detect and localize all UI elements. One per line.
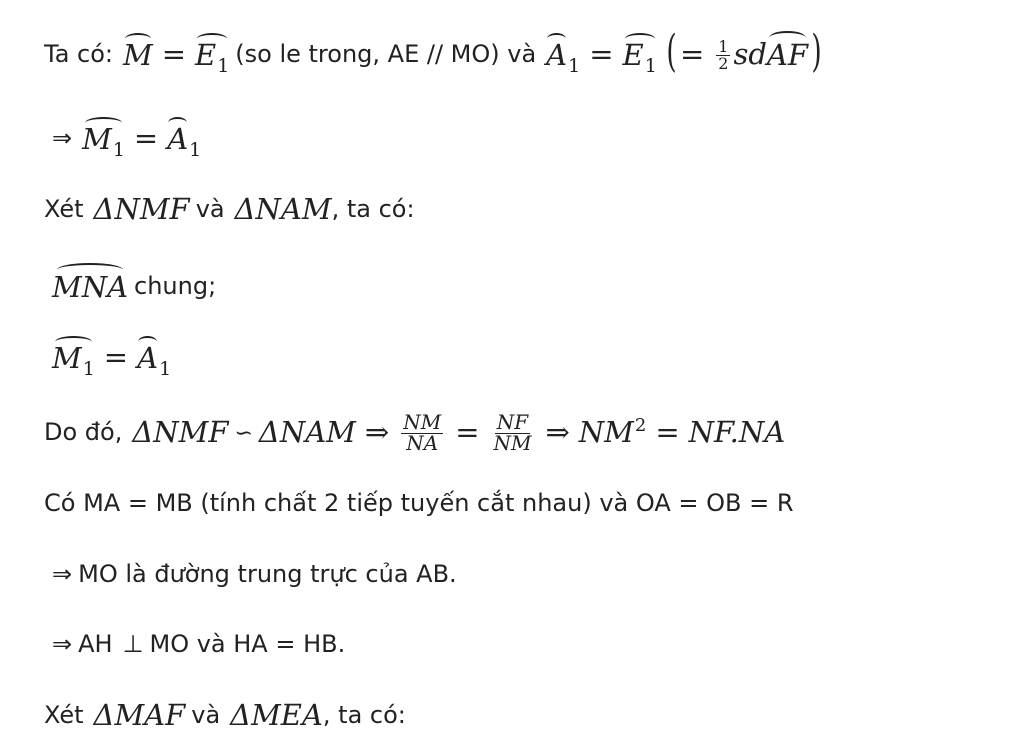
- line-perpendicular-bisector: [52, 554, 1004, 594]
- text-tail: , ta có:: [322, 701, 406, 729]
- text-intro: Ta có:: [44, 40, 113, 68]
- math-triangle-nam: ΔNAM: [234, 191, 332, 226]
- text-tail: , ta có:: [331, 195, 415, 223]
- fraction-half: $\frac{1}{2}$: [718, 37, 729, 73]
- math-angle-a1: $A_1$: [167, 121, 202, 161]
- math-arc-af: AF: [766, 37, 808, 72]
- line-angle-equality: [44, 26, 1004, 77]
- line-tangent-property: [44, 483, 1004, 523]
- math-equals: =: [655, 414, 680, 449]
- implies-symbol: ⇒: [52, 560, 73, 588]
- line-m1-equals-a1: [52, 340, 1004, 380]
- math-angle-m: M: [123, 37, 153, 72]
- math-angle-e1: $E_1$: [195, 37, 230, 77]
- math-angle-a1: $A_1$: [546, 37, 581, 77]
- line-ah-perp-mo: [52, 624, 1004, 664]
- text-mo-ha-hb: MO và HA = HB.: [149, 630, 346, 658]
- text-xet: Xét: [44, 701, 84, 729]
- math-triangle-nmf: ΔNMF: [93, 191, 190, 226]
- perpendicular-symbol: ⊥: [122, 630, 144, 658]
- math-equals: =: [103, 340, 129, 374]
- similar-symbol: ∽: [234, 421, 253, 446]
- math-angle-e1b: $E_1$: [622, 37, 657, 77]
- line-common-angle: [52, 266, 1004, 306]
- math-sd: sd: [733, 36, 767, 71]
- math-triangle-nam: ΔNAM: [258, 414, 356, 449]
- text-do-do: Do đó,: [44, 418, 123, 446]
- fraction-nm-na: $\frac{NM}{NA}$: [403, 410, 442, 455]
- text-and: và: [195, 195, 225, 223]
- math-equals: =: [589, 36, 614, 71]
- implies-symbol: ⇒: [545, 414, 570, 449]
- right-paren: ): [811, 26, 822, 77]
- implies-symbol: ⇒: [52, 124, 73, 152]
- line-implies-m1-a1: [52, 118, 1004, 161]
- math-angle-m1: $M_1$: [52, 341, 95, 380]
- math-equals: =: [161, 36, 187, 71]
- math-triangle-maf: ΔMAF: [93, 697, 186, 732]
- implies-symbol: ⇒: [364, 414, 390, 449]
- text-tangent-property: Có MA = MB (tính chất 2 tiếp tuyến cắt nhau) và OA = OB = R: [44, 489, 794, 517]
- text-perpendicular-bisector: MO là đường trung trực của AB.: [78, 560, 457, 588]
- math-equals: =: [455, 414, 480, 449]
- math-angle-mna: MNA: [52, 269, 129, 304]
- math-nf-na: NF.NA: [688, 414, 786, 449]
- text-ah: AH: [78, 630, 113, 658]
- math-triangle-mea: ΔMEA: [230, 697, 323, 732]
- math-angle-m1: $M_1$: [82, 121, 125, 161]
- line-similarity-conclusion: [44, 410, 1004, 455]
- left-paren: (: [666, 26, 677, 77]
- implies-symbol: ⇒: [52, 630, 73, 658]
- text-chung: chung;: [134, 272, 217, 300]
- math-nm-squared: $NM^2$: [578, 414, 647, 449]
- text-note: (so le trong, AE // MO) và: [235, 40, 537, 68]
- line-consider-triangles-2: [44, 695, 1004, 735]
- math-equals: =: [679, 36, 705, 71]
- line-consider-triangles: [44, 189, 1004, 229]
- math-triangle-nmf: ΔNMF: [132, 414, 229, 449]
- math-equals: =: [133, 120, 159, 155]
- text-and: và: [191, 701, 221, 729]
- fraction-nf-nm: $\frac{NF}{NM}$: [493, 410, 532, 455]
- text-xet: Xét: [44, 195, 84, 223]
- math-angle-a1: $A_1$: [137, 341, 172, 380]
